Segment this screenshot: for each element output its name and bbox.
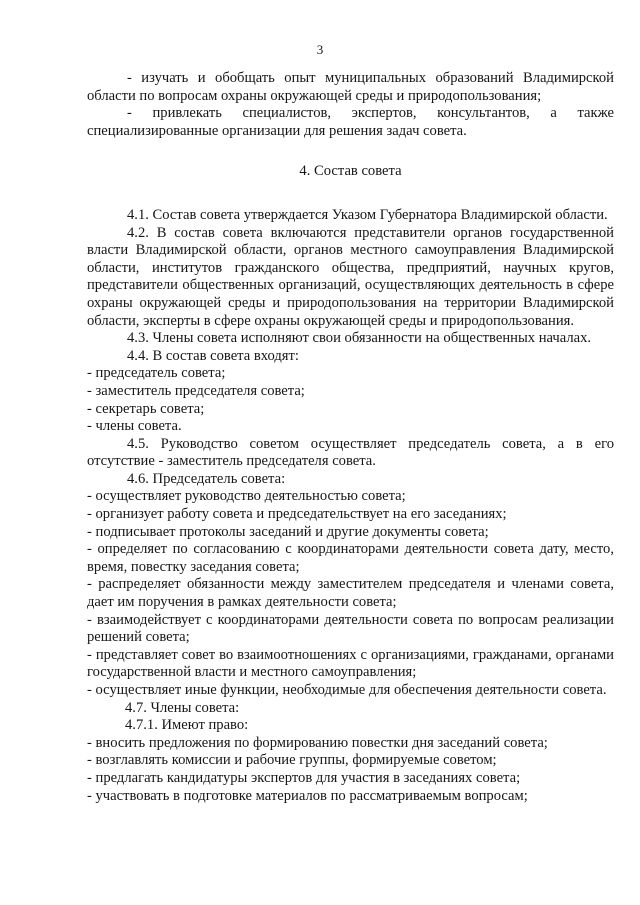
list-item: - заместитель председателя совета; [87, 382, 305, 399]
paragraph-4-7: 4.7. Члены совета: [125, 699, 240, 716]
paragraph-4-2: 4.2. В состав совета включаются представители органов государственной власти Владимирской области, органов местного самоуправления Владимирской области, институтов гражданского общества, предприятий, научных кругов, представители общественных организаций, осуществляющих деятельность в сфере охраны окружающей среды и природопользования на территории Владимирской области, эксперты в сфере охраны окружающей среды и природопользования. [87, 224, 614, 329]
section-title: 4. Состав совета [299, 163, 402, 180]
list-item: - распределяет обязанности между заместителем председателя и членами совета, дает им поручения в рамках деятельности совета; [87, 576, 614, 611]
list-item: - осуществляет руководство деятельностью совета; [87, 488, 406, 505]
list-item: - члены совета. [87, 418, 182, 435]
list-item: - изучать и обобщать опыт муниципальных образований Владимирской области по вопросам охраны окружающей среды и природопользования; [87, 70, 614, 104]
paragraph-4-4: 4.4. В состав совета входят: [127, 347, 299, 364]
document-body [87, 70, 614, 805]
paragraph-4-6: 4.6. Председатель совета: [127, 470, 286, 487]
paragraph-4-3: 4.3. Члены совета исполняют свои обязанности на общественных началах. [127, 330, 592, 347]
list-item: - осуществляет иные функции, необходимые для обеспечения деятельности совета. [87, 682, 607, 698]
paragraph-4-5: 4.5. Руководство советом осуществляет председатель совета, а в его отсутствие - заместитель председателя совета. [87, 435, 614, 470]
paragraph-4-1: 4.1. Состав совета утверждается Указом Губернатора Владимирской области. [127, 206, 608, 223]
list-item: - секретарь совета; [87, 400, 205, 417]
list-item: - участвовать в подготовке материалов по рассматриваемым вопросам; [87, 787, 528, 804]
list-item: - определяет по согласованию с координаторами деятельности совета дату, место, время, повестку заседания совета; [87, 541, 614, 575]
list-item: - взаимодействует с координаторами деятельности совета по вопросам реализации решений совета; [87, 611, 614, 646]
list-item: - вносить предложения по формированию повестки дня заседаний совета; [87, 734, 548, 751]
list-item: - подписывает протоколы заседаний и другие документы совета; [87, 523, 489, 540]
page-number: 3 [316, 42, 324, 57]
list-item: - предлагать кандидатуры экспертов для участия в заседаниях совета; [87, 769, 521, 786]
list-item: - привлекать специалистов, экспертов, консультантов, а также специализированные организации для решения задач совета. [87, 105, 614, 139]
list-item: - организует работу совета и председательствует на его заседаниях; [87, 506, 507, 523]
list-item: - возглавлять комиссии и рабочие группы, формируемые советом; [87, 752, 497, 769]
paragraph-4-7-1: 4.7.1. Имеют право: [125, 717, 249, 734]
list-item: - представляет совет во взаимоотношениях с организациями, гражданами, органами государственной власти и местного самоуправления; [87, 646, 614, 681]
list-item: - председатель совета; [87, 365, 226, 382]
